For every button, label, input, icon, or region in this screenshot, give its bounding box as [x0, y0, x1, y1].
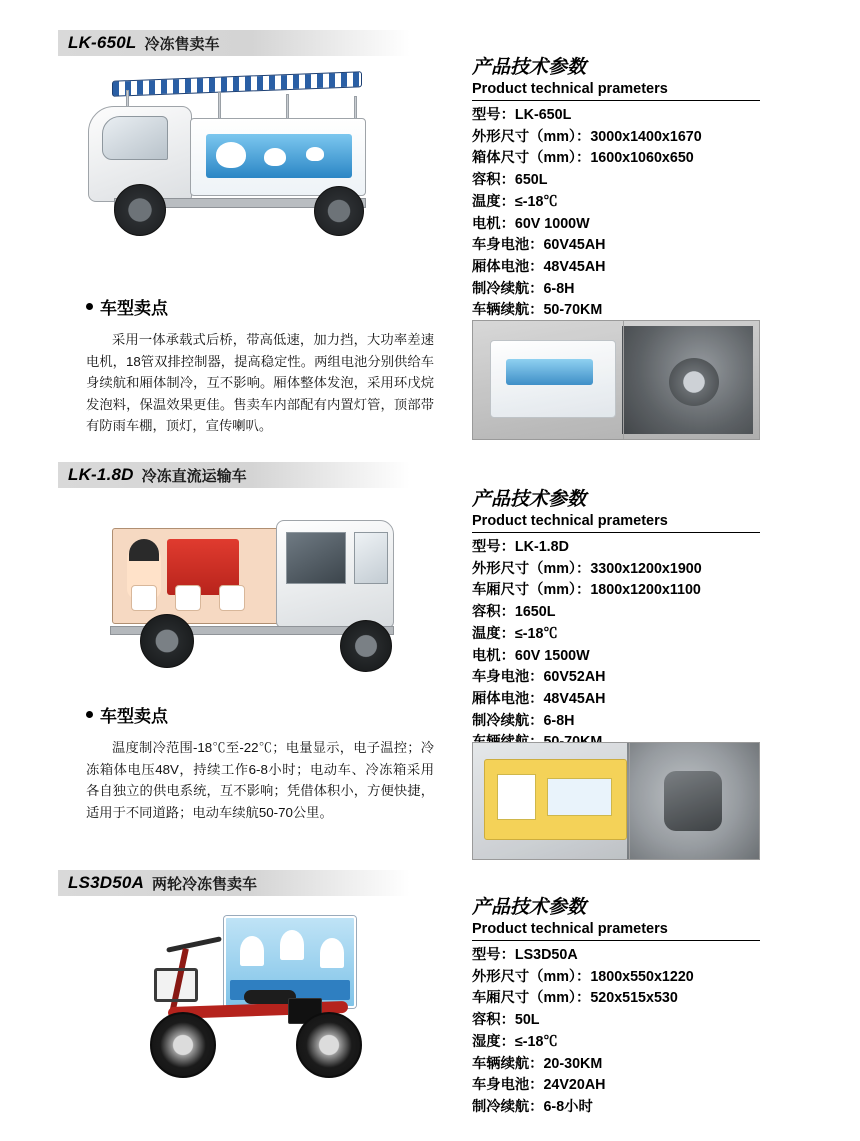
spec-title-en-3: Product technical prameters: [472, 921, 760, 941]
product-2-model: LK-1.8D: [68, 465, 134, 484]
spec-item: 型号：LK-1.8D: [472, 539, 569, 555]
spec-item: 电机：60V 1500W: [472, 647, 590, 664]
spec-item: 箱体尺寸（mm）：1600x1060x650: [472, 150, 694, 167]
spec-item: 车身电池：24V20AH: [472, 1077, 606, 1094]
rear-wheel: [140, 614, 194, 668]
spec-item: 湿度：≤-18℃: [472, 1033, 558, 1050]
spec-list-3: [472, 945, 760, 1119]
spec-item: 车身电池：60V45AH: [472, 237, 606, 254]
bullet-dot-icon: [86, 303, 93, 310]
rear-wheel: [314, 186, 364, 236]
rear-window: [286, 532, 346, 584]
sellpoint-text-1: 采用一体承载式后桥，带高低速，加力挡，大功率差速电机，18管双排控制器，提高稳定性。两组电池分别供给车身续航和厢体制冷，互不影响。厢体整体发泡，采用环戊烷发泡料，保温效果更佳。售卖车内部配有内置灯管，顶部带有防雨车棚，顶灯，宣传喇叭。: [86, 332, 434, 434]
product-1-name: 冷冻售卖车: [144, 35, 220, 53]
product-block-3: [58, 870, 448, 896]
spec-item: 车身电池：60V52AH: [472, 669, 606, 686]
sellpoint-heading-1: [86, 294, 434, 319]
spec-item: 型号：LK-650L: [472, 107, 572, 123]
icecream-graphic: [280, 930, 304, 960]
product-1-titlebar: [58, 30, 410, 56]
mural-icon: [175, 585, 201, 611]
spec-item: 制冷续航：6-8H: [472, 280, 575, 297]
spec-item: 温度：≤-18℃: [472, 625, 558, 642]
canopy-shape: [112, 71, 362, 97]
spec-list-2: [472, 537, 760, 754]
product-block-2: [58, 462, 448, 488]
spec-item: 车辆续航：50-70KM: [472, 302, 603, 319]
icecream-graphic: [320, 938, 344, 968]
cargo-box: [112, 528, 280, 624]
spec-item: 容积：1650L: [472, 604, 556, 621]
spec-item: 制冷续航：6-8小时: [472, 1099, 593, 1116]
spec-item: 车辆续航：20-30KM: [472, 1055, 603, 1072]
spec-title-cn-2: 产品技术参数: [472, 489, 587, 510]
spec-item: 容积：650L: [472, 172, 548, 189]
spec-item: 厢体电池：48V45AH: [472, 691, 606, 708]
product-1-sellpoint: [86, 294, 434, 437]
front-wheel: [340, 620, 392, 672]
rear-wheel: [296, 1012, 362, 1078]
spec-item: 外形尺寸（mm）：3300x1200x1900: [472, 560, 702, 577]
product-2-name: 冷冻直流运输车: [141, 467, 247, 485]
photo-veil: [473, 321, 759, 439]
product-3-model: LS3D50A: [68, 873, 145, 892]
spec-item: 外形尺寸（mm）：1800x550x1220: [472, 968, 694, 985]
product-1-model: LK-650L: [68, 33, 137, 52]
front-basket: [154, 968, 198, 1002]
product-3-spec-panel: [472, 892, 760, 1119]
sellpoint-heading-2: [86, 702, 434, 727]
spec-title-cn-3: 产品技术参数: [472, 897, 587, 918]
spec-item: 温度：≤-18℃: [472, 193, 558, 210]
product-2-titlebar: [58, 462, 410, 488]
spec-item: 容积：50L: [472, 1012, 540, 1029]
spec-item: 电机：60V 1000W: [472, 215, 590, 232]
front-wheel: [150, 1012, 216, 1078]
product-2-illustration: [104, 510, 404, 690]
product-2-photo-strip: [472, 742, 760, 860]
product-1-spec-panel: [472, 52, 760, 322]
icecream-graphic: [240, 936, 264, 966]
front-wheel: [114, 184, 166, 236]
spec-title-en-1: Product technical prameters: [472, 81, 760, 101]
product-3-illustration: [128, 912, 386, 1102]
spec-title-en-2: Product technical prameters: [472, 513, 760, 533]
spec-item: 车厢尺寸（mm）：1800x1200x1100: [472, 582, 701, 599]
product-1-illustration: [78, 72, 378, 262]
product-1-photo-strip: [472, 320, 760, 440]
photo-veil: [473, 743, 759, 859]
product-block-1: [58, 30, 448, 56]
handlebar: [166, 936, 222, 953]
spec-item: 厢体电池：48V45AH: [472, 259, 606, 276]
mural-icon: [131, 585, 157, 611]
product-2-sellpoint: [86, 702, 434, 823]
spec-item: 外形尺寸（mm）：3000x1400x1670: [472, 128, 702, 145]
box-decal: [206, 134, 352, 178]
side-window: [354, 532, 388, 584]
spec-item: 型号：LS3D50A: [472, 947, 578, 963]
sellpoint-text-2: 温度制冷范围-18℃至-22℃；电量显示，电子温控；冷冻箱体电压48V，持续工作6-8小时；电动车、冷冻箱采用各自独立的供电系统，互不影响；凭借体积小，方便快捷，适用于不同道路；电动车续航50-70公里。: [86, 740, 434, 820]
bullet-dot-icon: [86, 711, 93, 718]
spec-title-cn-1: 产品技术参数: [472, 57, 587, 78]
sellpoint-title-2: 车型卖点: [100, 707, 168, 726]
product-3-name: 两轮冷冻售卖车: [152, 875, 258, 893]
sellpoint-title-1: 车型卖点: [100, 299, 168, 318]
product-2-spec-panel: [472, 484, 760, 754]
product-3-titlebar: [58, 870, 410, 896]
windshield: [102, 116, 168, 160]
spec-item: 车厢尺寸（mm）：520x515x530: [472, 990, 678, 1007]
mural-icon: [219, 585, 245, 611]
spec-list-1: [472, 105, 760, 322]
spec-item: 制冷续航：6-8H: [472, 712, 575, 729]
